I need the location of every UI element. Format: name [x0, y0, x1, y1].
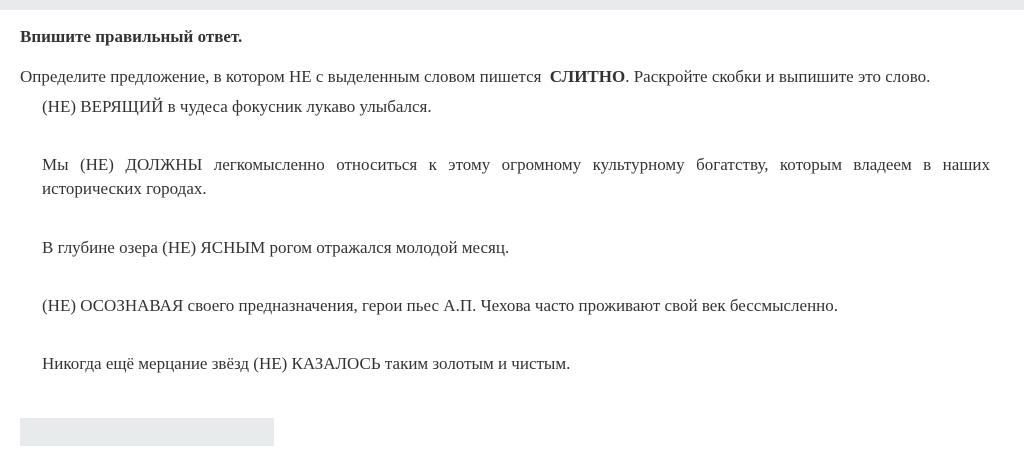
- option-sentence-3: В глубине озера (НЕ) ЯСНЫМ рогом отражался молодой месяц.: [42, 238, 510, 257]
- task-instruction-keyword: СЛИТНО: [549, 67, 626, 86]
- option-sentence-5: Никогда ещё мерцание звёзд (НЕ) КАЗАЛОСЬ таким золотым и чистым.: [42, 354, 571, 373]
- task-title: Впишите правильный ответ.: [20, 27, 243, 46]
- option-sentence-1: (НЕ) ВЕРЯЩИЙ в чудеса фокусник лукаво улыбался.: [42, 97, 432, 116]
- answer-input[interactable]: [20, 418, 274, 446]
- task-instruction-text-end: . Раскройте скобки и выпишите это слово.: [625, 67, 931, 86]
- top-strip: [0, 0, 1024, 10]
- option-sentence-4: (НЕ) ОСОЗНАВАЯ своего предназначения, герои пьес А.П. Чехова часто проживают свой век бессмысленно.: [42, 296, 839, 315]
- option-sentence-2: Мы (НЕ) ДОЛЖНЫ легкомысленно относиться к этому огромному культурному богатству, которым владеем в наших исторических городах.: [42, 155, 990, 198]
- task-instruction: [20, 67, 1010, 87]
- task-instruction-text: Определите предложение, в котором НЕ с выделенным словом пишется: [20, 67, 546, 86]
